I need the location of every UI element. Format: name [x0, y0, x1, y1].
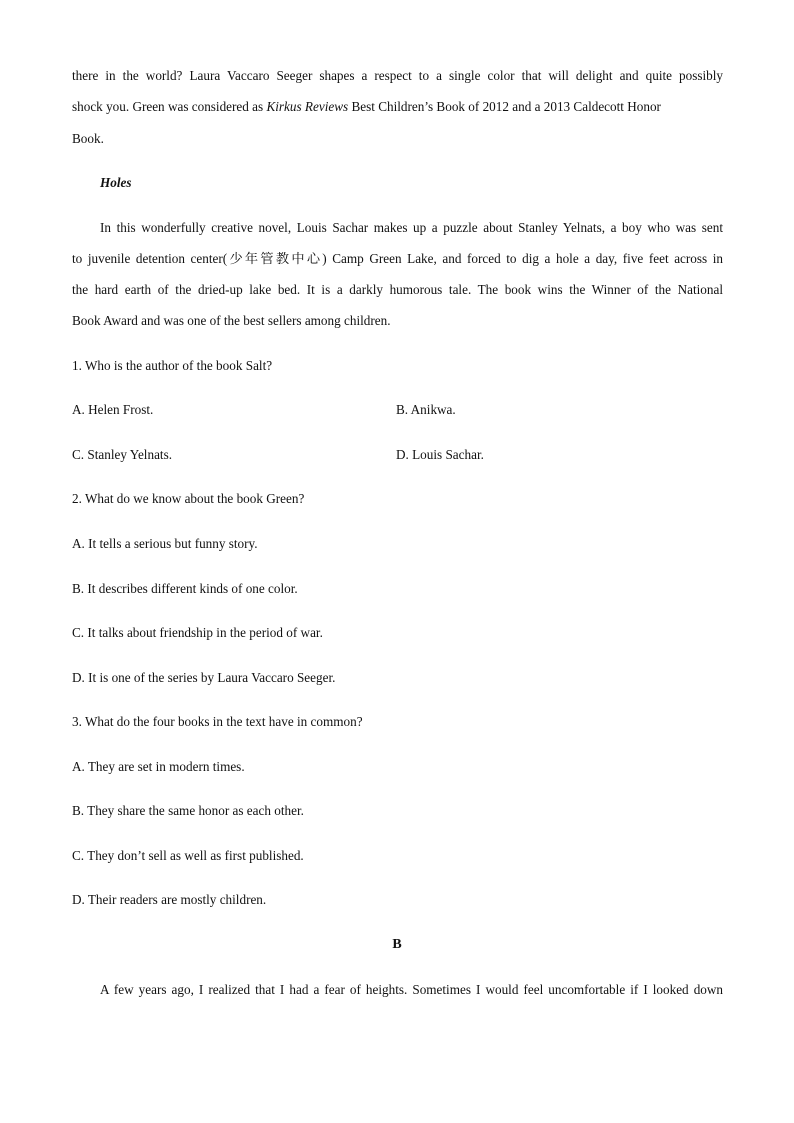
option-d: D. It is one of the series by Laura Vaccaro Seeger.: [72, 670, 336, 685]
section-heading: B: [392, 937, 402, 952]
option-d: D. Louis Sachar.: [396, 447, 484, 462]
option-b: B. It describes different kinds of one color.: [72, 581, 298, 596]
question-stem: 3. What do the four books in the text have in common?: [72, 714, 363, 729]
option-b: B. Anikwa.: [396, 402, 456, 417]
option-a: A. They are set in modern times.: [72, 759, 245, 774]
text-line: [72, 98, 661, 116]
book-title: Holes: [100, 175, 132, 190]
text-line: Book.: [72, 131, 104, 146]
text-line: there in the world? Laura Vaccaro Seeger shapes a respect to a single color that will delight and quite possibly: [72, 68, 723, 83]
option-c: C. They don’t sell as well as first published.: [72, 848, 304, 863]
question-stem: 1. Who is the author of the book Salt?: [72, 358, 273, 373]
text-line: In this wonderfully creative novel, Louis Sachar makes up a puzzle about Stanley Yelnats, a boy who was sent: [100, 220, 723, 235]
text-span: Best Children’s Book of 2012 and a 2013 Caldecott Honor: [348, 99, 661, 114]
option-d: D. Their readers are mostly children.: [72, 892, 267, 907]
option-b: B. They share the same honor as each other.: [72, 803, 304, 818]
question-stem: 2. What do we know about the book Green?: [72, 491, 305, 506]
italic-title: Kirkus Reviews: [266, 99, 349, 114]
option-a: A. Helen Frost.: [72, 402, 154, 417]
option-c: C. It talks about friendship in the period of war.: [72, 625, 323, 640]
text-line: the hard earth of the dried-up lake bed. It is a darkly humorous tale. The book wins the Winner of the National: [72, 282, 723, 297]
text-line: A few years ago, I realized that I had a fear of heights. Sometimes I would feel uncomfortable if I looked down: [100, 982, 723, 997]
option-a: A. It tells a serious but funny story.: [72, 536, 258, 551]
text-line: Book Award and was one of the best sellers among children.: [72, 313, 391, 328]
text-span: shock you. Green was considered as: [72, 99, 267, 114]
text-line: to juvenile detention center(少年管教中心) Camp Green Lake, and forced to dig a hole a day, five feet across in: [72, 251, 723, 266]
option-c: C. Stanley Yelnats.: [72, 447, 173, 462]
